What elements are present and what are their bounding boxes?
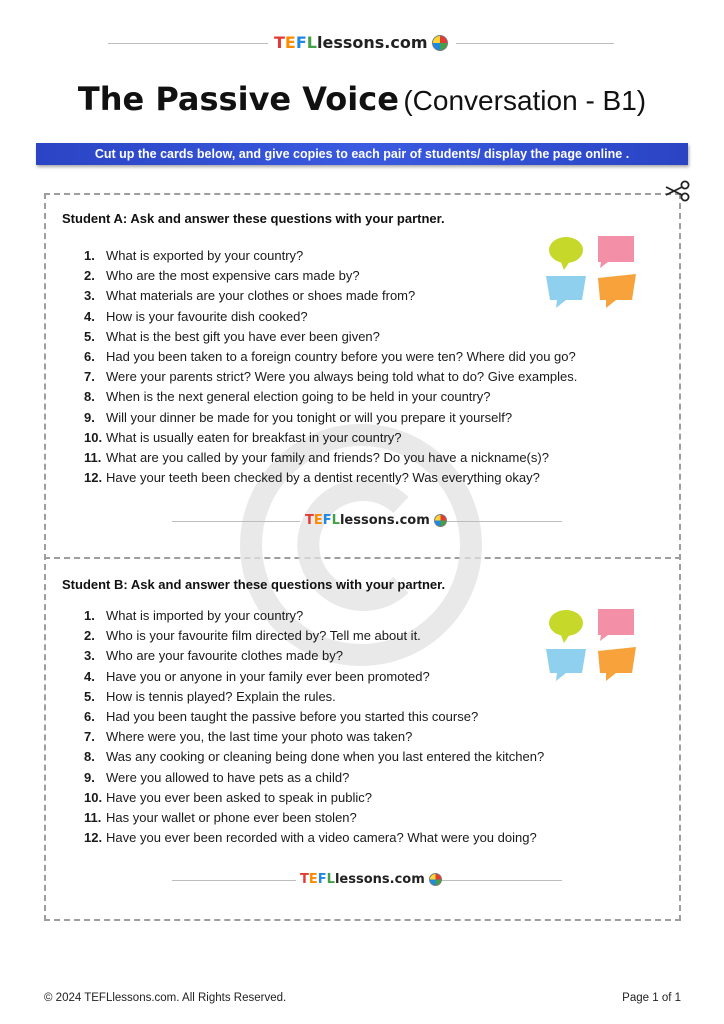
card-a-heading: Student A: Ask and answer these questions with your partner.	[62, 211, 445, 226]
card-b-heading: Student B: Ask and answer these questions with your partner.	[62, 577, 446, 592]
logo-suffix: lessons.com	[317, 33, 428, 52]
footer-copyright: © 2024 TEFLlessons.com. All Rights Reserved.	[44, 992, 287, 1004]
list-item: 1. What is exported by your country?	[84, 248, 304, 263]
logo-text: TEFLlessons.com	[300, 872, 425, 887]
card-b-logo	[300, 872, 442, 887]
title-main: The Passive Voice	[77, 80, 399, 118]
card-b-logo-rule-right	[440, 880, 562, 881]
list-item: 10. What is usually eaten for breakfast in your country?	[84, 429, 402, 445]
list-item: 7. Where were you, the last time your photo was taken?	[84, 729, 413, 745]
list-item: 11. Has your wallet or phone ever been stolen?	[84, 809, 357, 825]
list-item: 6. Had you been taught the passive before you started this course?	[84, 708, 479, 724]
list-item: 3. Who are your favourite clothes made by?	[84, 648, 344, 664]
list-item: 7. Were your parents strict? Were you always being told what to do? Give examples.	[84, 369, 578, 385]
header-rule-right	[456, 43, 614, 44]
list-item: 2. Who are the most expensive cars made by?	[84, 268, 360, 284]
list-item: 4. Have you or anyone in your family ever been promoted?	[84, 668, 430, 684]
card-b-logo-rule-left	[172, 880, 296, 881]
scissors-icon	[664, 180, 690, 202]
card-a-logo-rule-right	[440, 521, 562, 522]
logo-text	[274, 33, 428, 52]
list-item: 4. How is your favourite dish cooked?	[84, 308, 308, 324]
card-a-question-list	[84, 246, 644, 488]
header-logo	[274, 33, 448, 52]
list-item: 3. What materials are your clothes or shoes made from?	[84, 288, 416, 304]
logo-text: TEFLlessons.com	[305, 513, 430, 528]
list-item: 2. Who is your favourite film directed by? Tell me about it.	[84, 628, 421, 644]
list-item: 9. Will your dinner be made for you tonight or will you prepare it yourself?	[84, 409, 513, 425]
globe-icon	[432, 35, 448, 51]
logo-letter-e: E	[284, 33, 296, 52]
instruction-banner: Cut up the cards below, and give copies to each pair of students/ display the page online .	[36, 143, 688, 165]
list-item: 12. Have you ever been recorded with a video camera? What were you doing?	[84, 830, 537, 846]
title-level: (Conversation - B1)	[403, 85, 647, 116]
footer-page-number: Page 1 of 1	[622, 992, 681, 1004]
globe-icon	[429, 873, 442, 886]
list-item: 9. Were you allowed to have pets as a child?	[84, 769, 350, 785]
list-item: 12. Have your teeth been checked by a dentist recently? Was everything okay?	[84, 470, 540, 486]
list-item: 8. When is the next general election going to be held in your country?	[84, 389, 491, 405]
card-a-logo-rule-left	[172, 521, 300, 522]
list-item: 8. Was any cooking or cleaning being done when you last entered the kitchen?	[84, 749, 545, 765]
list-item: 10. Have you ever been asked to speak in public?	[84, 789, 372, 805]
logo-letter-f: F	[295, 33, 307, 52]
logo-letter-t: T	[274, 33, 285, 52]
card-b-question-list	[84, 606, 644, 848]
list-item: 5. What is the best gift you have ever been given?	[84, 328, 380, 344]
card-a-logo	[305, 513, 447, 528]
header-rule-left	[108, 43, 268, 44]
logo-letter-l: L	[306, 33, 317, 52]
list-item: 5. How is tennis played? Explain the rules.	[84, 688, 336, 704]
list-item: 6. Had you been taken to a foreign country before you were ten? Where did you go?	[84, 348, 576, 364]
list-item: 1. What is imported by your country?	[84, 608, 304, 623]
card-cut-line	[44, 557, 681, 559]
globe-icon	[434, 514, 447, 527]
list-item: 11. What are you called by your family and friends? Do you have a nickname(s)?	[84, 449, 549, 465]
page-title	[0, 80, 724, 118]
